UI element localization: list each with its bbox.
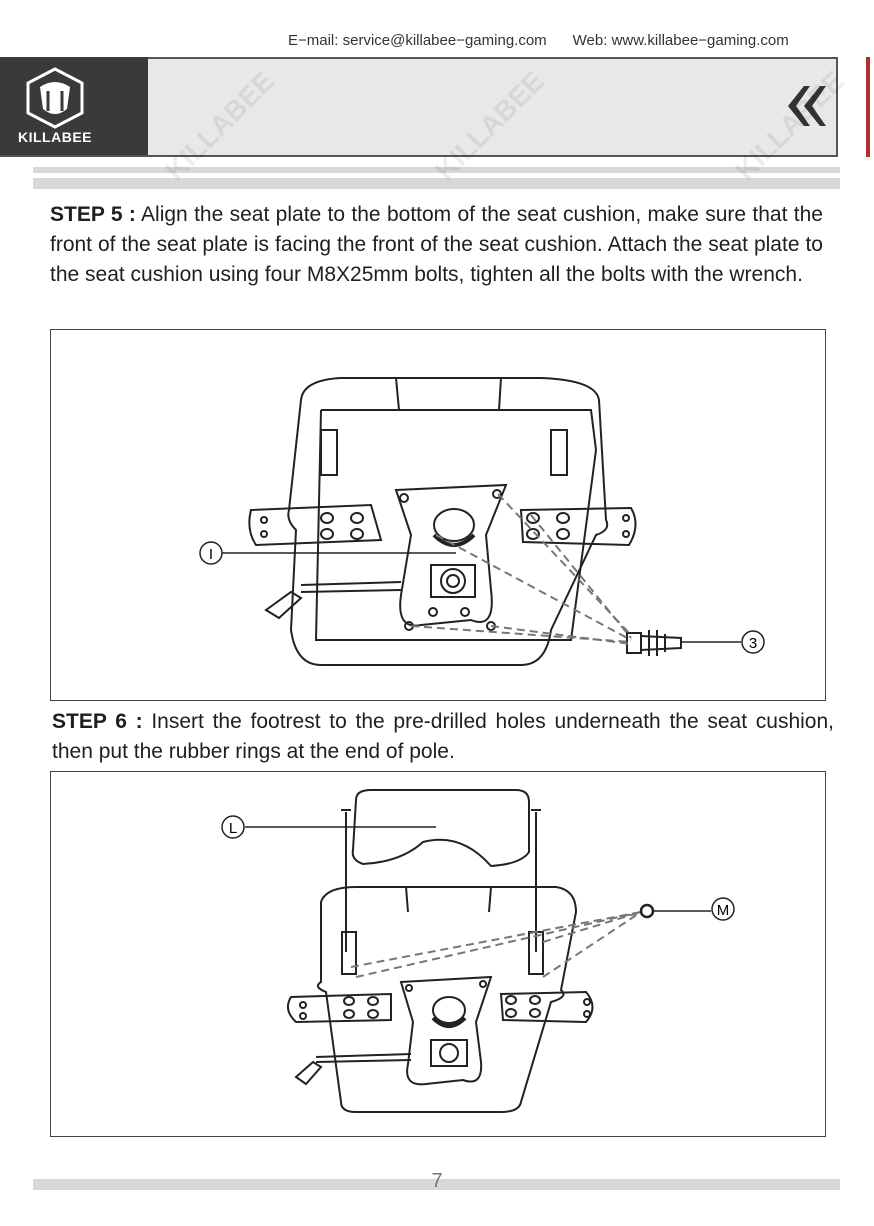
callout-M: M bbox=[716, 902, 730, 919]
brand-name: KILLABEE bbox=[18, 129, 92, 145]
web-text: Web: www.killabee−gaming.com bbox=[572, 32, 789, 49]
step-5-illustration bbox=[50, 329, 826, 701]
contact-info bbox=[288, 32, 789, 49]
brand-logo bbox=[0, 57, 148, 155]
callout-I: I bbox=[208, 546, 214, 563]
callout-3: 3 bbox=[748, 635, 758, 652]
divider-bar bbox=[33, 167, 840, 173]
step-5-instructions bbox=[50, 200, 823, 290]
step-5-text: Align the seat plate to the bottom of the seat cushion, make sure that the front of the seat plate is facing the front of the seat cushion. Attach the seat plate to the seat cushion using four M8X25mm bolts, tighten all the bolts with the wrench. bbox=[50, 203, 823, 286]
divider-bar bbox=[33, 178, 840, 189]
step-5-label: STEP 5 : bbox=[50, 203, 136, 226]
step-6-illustration bbox=[50, 771, 826, 1137]
footrest-assembly-drawing bbox=[51, 772, 825, 1136]
seat-plate-assembly-drawing bbox=[51, 330, 825, 700]
email-text: E−mail: service@killabee−gaming.com bbox=[288, 32, 547, 49]
edge-mark bbox=[866, 57, 870, 157]
step-6-label: STEP 6 : bbox=[52, 710, 143, 733]
step-6-text: Insert the footrest to the pre-drilled holes underneath the seat cushion, then put the rubber rings at the end of pole. bbox=[52, 710, 835, 763]
page-number: 7 bbox=[431, 1170, 443, 1192]
step-6-instructions bbox=[52, 707, 834, 767]
double-chevron-left-icon bbox=[782, 78, 828, 134]
callout-L: L bbox=[228, 820, 238, 837]
bee-shield-icon bbox=[0, 65, 110, 135]
